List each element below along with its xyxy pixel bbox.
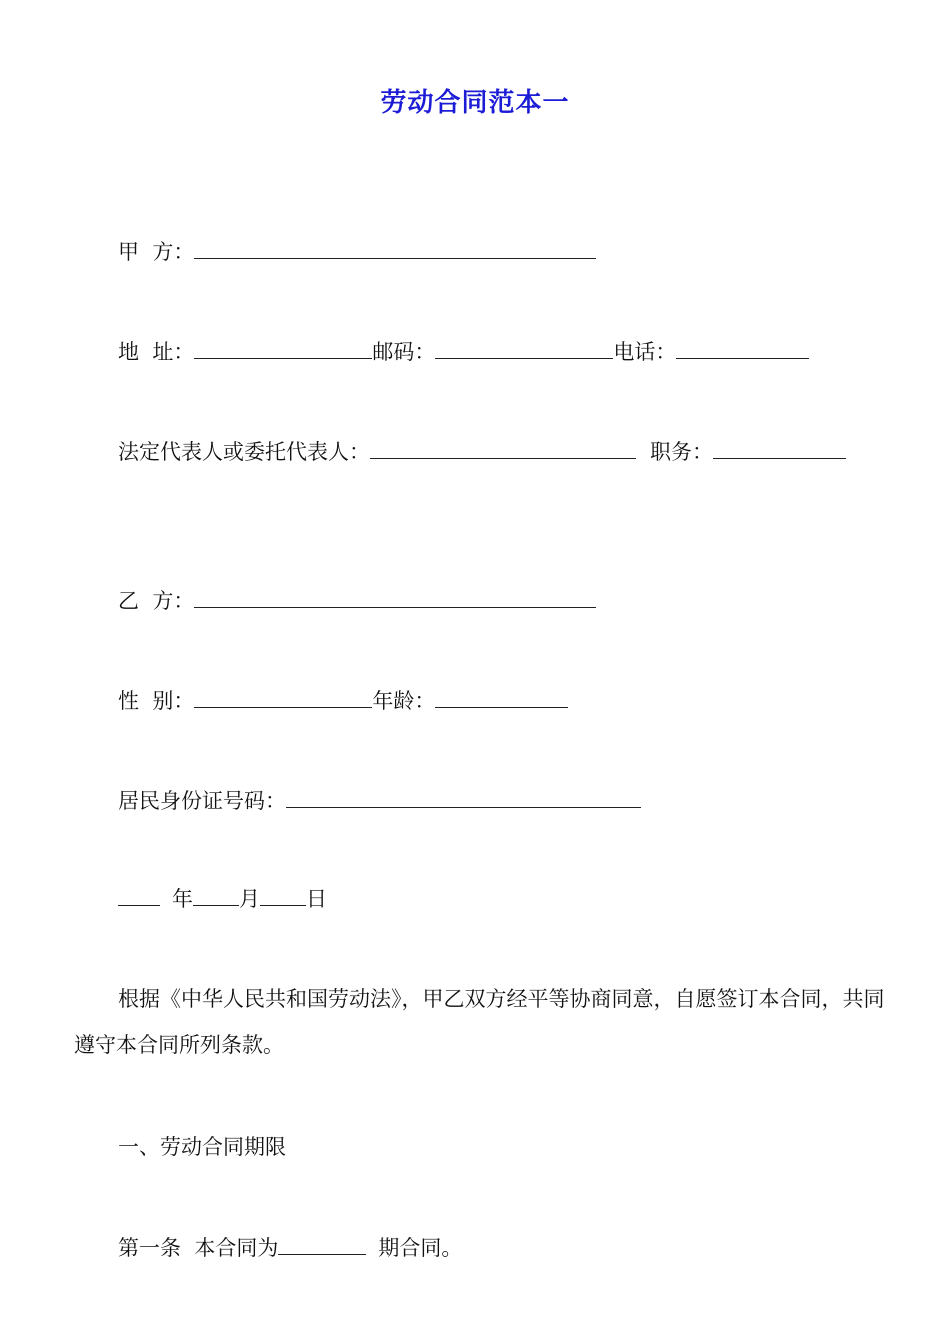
party-b-blank[interactable]	[194, 585, 596, 608]
age-blank[interactable]	[435, 685, 568, 708]
article-1-suffix: 期合同。	[378, 1236, 463, 1260]
party-a-line	[118, 236, 596, 267]
contract-term-blank[interactable]	[278, 1232, 366, 1255]
address-line	[118, 336, 809, 367]
year-label: 年	[172, 887, 193, 911]
gender-blank[interactable]	[194, 685, 372, 708]
gender-label: 性 别：	[118, 689, 195, 713]
position-blank[interactable]	[713, 436, 846, 459]
postcode-blank[interactable]	[435, 336, 613, 359]
date-line	[118, 883, 327, 914]
day-blank[interactable]	[260, 883, 306, 906]
party-b-label: 乙 方：	[118, 589, 195, 613]
day-label: 日	[306, 887, 327, 911]
address-label: 地 址：	[118, 340, 195, 364]
representative-line	[118, 436, 846, 467]
document-title: 劳动合同范本一	[380, 88, 570, 118]
phone-label: 电话：	[613, 340, 677, 364]
article-1-line	[118, 1232, 462, 1263]
id-blank[interactable]	[286, 785, 641, 808]
postcode-label: 邮码：	[372, 340, 436, 364]
party-b-line	[118, 585, 596, 616]
month-label: 月	[239, 887, 260, 911]
party-a-label: 甲 方：	[118, 240, 195, 264]
representative-blank[interactable]	[370, 436, 636, 459]
representative-label: 法定代表人或委托代表人：	[118, 440, 370, 464]
gender-age-line	[118, 685, 568, 716]
phone-blank[interactable]	[676, 336, 809, 359]
address-blank[interactable]	[194, 336, 372, 359]
id-line	[118, 785, 641, 816]
section-1-heading: 一、劳动合同期限	[118, 1135, 286, 1159]
party-a-blank[interactable]	[194, 236, 596, 259]
article-1-prefix: 第一条 本合同为	[118, 1236, 279, 1260]
age-label: 年龄：	[372, 689, 436, 713]
id-label: 居民身份证号码：	[118, 789, 286, 813]
month-blank[interactable]	[193, 883, 239, 906]
position-label: 职务：	[650, 440, 713, 464]
year-blank[interactable]	[118, 883, 160, 906]
preamble-paragraph: 根据《中华人民共和国劳动法》，甲乙双方经平等协商同意，自愿签订本合同，共同遵守本合同所列条款。	[74, 987, 885, 1057]
